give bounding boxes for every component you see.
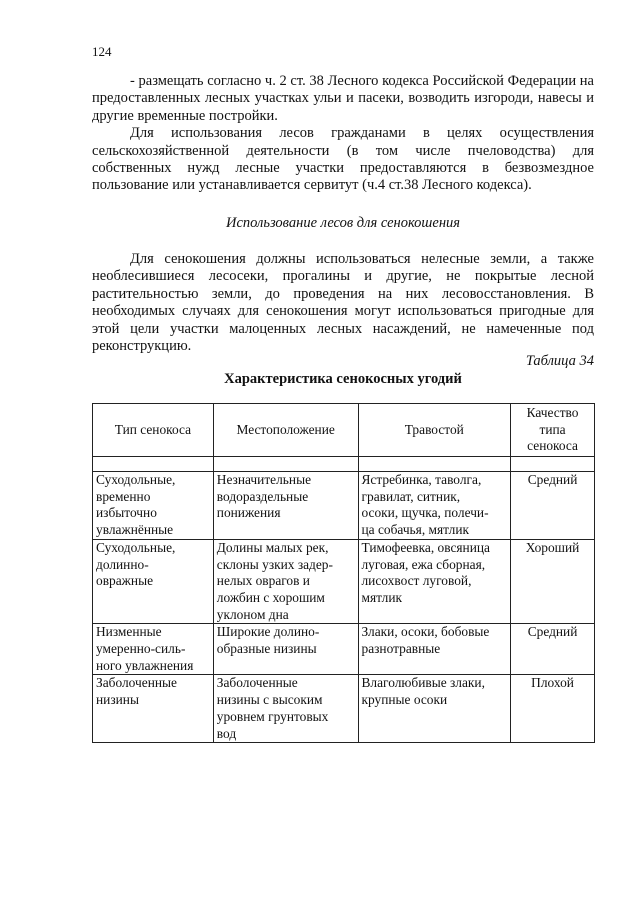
header-grass: Травостой — [358, 404, 511, 457]
page-number: 124 — [92, 44, 112, 59]
intro-text-block — [92, 73, 594, 195]
hayfield-table — [92, 403, 595, 743]
table-title: Характеристика сенокосных угодий — [224, 371, 462, 387]
haymaking-text-block — [92, 251, 594, 355]
cell-location: Заболоченные низины с высоким уровнем грунтовых вод — [213, 675, 358, 743]
cell-type: Заболоченные низины — [93, 675, 214, 743]
cell-type: Низменные умеренно-силь- ного увлажнения — [93, 624, 214, 675]
table-row — [93, 624, 595, 675]
paragraph-agriculture: Для использования лесов гражданами в целях осуществления сельскохозяйственной деятельности (в том числе пчеловодства) для собственных нужд лесные участки предоставляются в безвозмездное пользование или устанавливается сервитут (ч.4 ст.38 Лесного кодекса). — [92, 125, 594, 194]
section-heading: Использование лесов для сенокошения — [226, 215, 460, 231]
cell-quality: Плохой — [511, 675, 595, 743]
cell-type: Суходольные, долинно- овражные — [93, 539, 214, 624]
spacer-cell — [358, 457, 511, 472]
paragraph-haymaking: Для сенокошения должны использоваться нелесные земли, а также необлесившиеся лесосеки, прогалины и другие, не покрытые лесной растительностью земли, до проведения на них лесовосстановления. В необходимых случаях для сенокошения могут использоваться пригодные для этой цели участки малоценных лесных насаждений, не намеченные под реконструкцию. — [92, 251, 594, 355]
table-header-row — [93, 404, 595, 457]
cell-grass: Тимофеевка, овсяница луговая, ежа сборная, лисохвост луговой, мятлик — [358, 539, 511, 624]
cell-grass: Злаки, осоки, бобовые разнотравные — [358, 624, 511, 675]
header-type: Тип сенокоса — [93, 404, 214, 457]
table-number: Таблица 34 — [525, 353, 594, 369]
cell-grass: Ястребинка, таволга, гравилат, ситник, осоки, щучка, полечи- ца собачья, мятлик — [358, 472, 511, 540]
cell-location: Широкие долино- образные низины — [213, 624, 358, 675]
table-spacer-row — [93, 457, 595, 472]
table-row — [93, 472, 595, 540]
spacer-cell — [213, 457, 358, 472]
cell-location: Незначительные водораздельные понижения — [213, 472, 358, 540]
cell-quality: Средний — [511, 472, 595, 540]
paragraph-apiary: - размещать согласно ч. 2 ст. 38 Лесного кодекса Российской Федерации на предоставленных лесных участках ульи и пасеки, возводить изгороди, навесы и другие временные постройки. — [92, 73, 594, 124]
cell-quality: Средний — [511, 624, 595, 675]
cell-quality: Хороший — [511, 539, 595, 624]
table-row — [93, 539, 595, 624]
cell-type: Суходольные, временно избыточно увлажнённые — [93, 472, 214, 540]
cell-grass: Влаголюбивые злаки, крупные осоки — [358, 675, 511, 743]
cell-location: Долины малых рек, склоны узких задер- нелых оврагов и ложбин с хорошим уклоном дна — [213, 539, 358, 624]
spacer-cell — [511, 457, 595, 472]
table-row — [93, 675, 595, 743]
spacer-cell — [93, 457, 214, 472]
header-location: Местоположение — [213, 404, 358, 457]
header-quality: Качество типа сенокоса — [511, 404, 595, 457]
